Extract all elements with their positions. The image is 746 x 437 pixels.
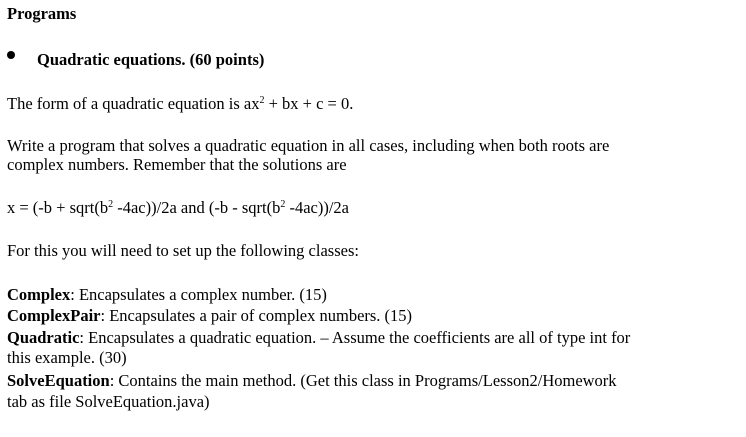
section-title: Quadratic equations. (60 points) bbox=[37, 50, 265, 69]
formula-part-3: -4ac))/2a bbox=[285, 198, 349, 217]
class-quadratic bbox=[7, 328, 630, 347]
formula-exponent-2: 2 bbox=[280, 199, 286, 210]
class-complex bbox=[7, 285, 327, 304]
form-prefix: The form of a quadratic equation is ax bbox=[7, 94, 260, 113]
instructions-line-2: complex numbers. Remember that the solutions are bbox=[7, 155, 347, 174]
class-name-quadratic: Quadratic bbox=[7, 328, 80, 347]
class-complex-pair bbox=[7, 306, 412, 325]
class-name-solve-equation: SolveEquation bbox=[7, 371, 110, 390]
solution-formula bbox=[7, 198, 349, 217]
page-title: Programs bbox=[7, 4, 77, 23]
class-desc-quadratic: : Encapsulates a quadratic equation. – Assume the coefficients are all of type int for bbox=[79, 328, 631, 347]
formula-exponent-1: 2 bbox=[108, 199, 114, 210]
class-solve-equation bbox=[7, 371, 617, 390]
instructions-line-1: Write a program that solves a quadratic equation in all cases, including when both roots are bbox=[7, 136, 610, 155]
form-exponent: 2 bbox=[259, 95, 265, 106]
form-suffix: + bx + c = 0. bbox=[264, 94, 354, 113]
bullet-icon bbox=[7, 51, 15, 59]
classes-intro: For this you will need to set up the following classes: bbox=[7, 241, 359, 260]
quadratic-form-text bbox=[7, 94, 353, 113]
formula-part-1: x = (-b + sqrt(b bbox=[7, 198, 109, 217]
class-desc-complex-pair: : Encapsulates a pair of complex numbers. (15) bbox=[100, 306, 413, 325]
class-desc-complex: : Encapsulates a complex number. (15) bbox=[70, 285, 327, 304]
class-desc-solve-equation: : Contains the main method. (Get this class in Programs/Lesson2/Homework bbox=[109, 371, 617, 390]
class-name-complex-pair: ComplexPair bbox=[7, 306, 101, 325]
formula-part-2: -4ac))/2a and (-b - sqrt(b bbox=[113, 198, 281, 217]
class-name-complex: Complex bbox=[7, 285, 71, 304]
class-quadratic-line-2: this example. (30) bbox=[7, 348, 127, 367]
class-solve-equation-line-2: tab as file SolveEquation.java) bbox=[7, 392, 210, 411]
